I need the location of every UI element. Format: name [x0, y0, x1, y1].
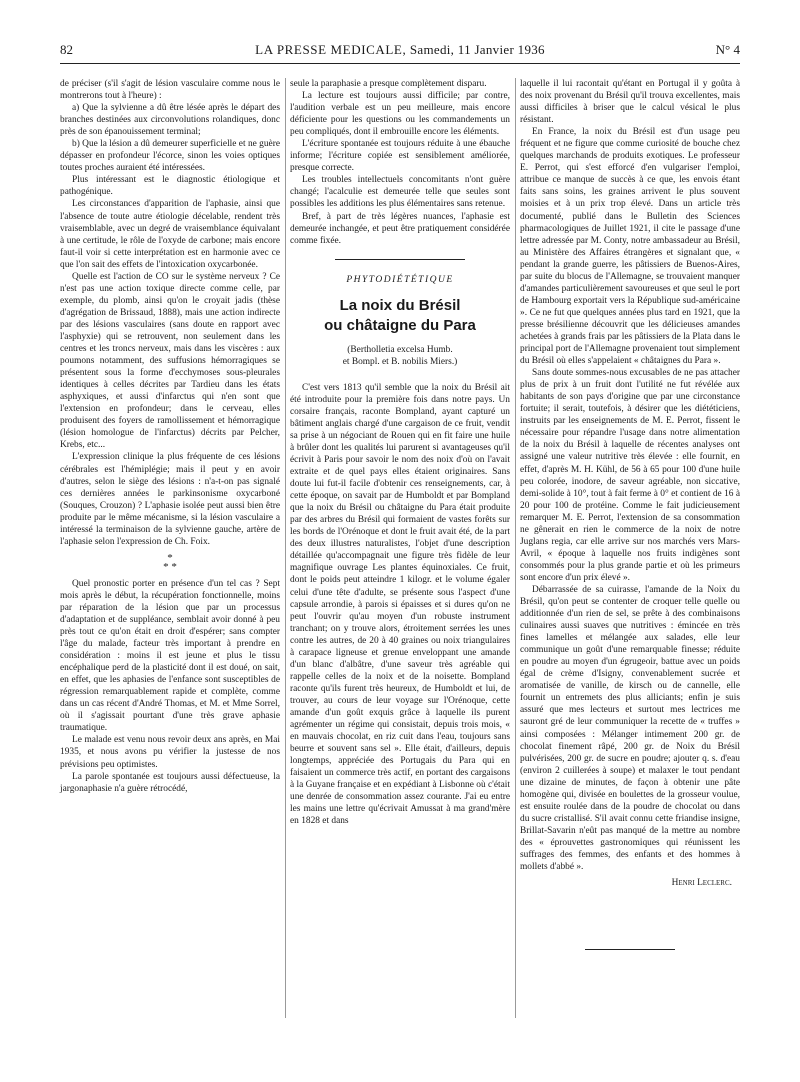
paragraph: seule la paraphasie a presque complètement disparu. — [290, 79, 487, 89]
paragraph: C'est vers 1813 qu'il semble que la noix du Brésil ait été introduite pour la première fois dans notre pays. Un corsaire français, raconte Bompland, ayant capturé un bâtiment anglais chargé d'une cargaison de ce fruit, vendit sa prise à un négociant de Rouen qui en fit faire une huile à brûler dont les qualités lui parurent si avantageuses qu'il écrivit à Paris pour savoir le nom des noix d'où on l'avait extraite et de quel pays elles étaient originaires. Sans doute lui fut-il facile d'obtenir ces renseignements, car, à cette époque, on savait par de Humboldt et par Bompland que la noix du Brésil ou châtaigne du Para était produite par des arbres du Brésil qui formaient de vastes forêts sur les bords de l'Orénoque et dont le fruit avait été, de la part des deux illustres naturalistes, l'objet d'une description détaillée qu'accompagnait une figure très fidèle de leur magnifique ouvrage Les plantes équinoxiales. Ce fruit, dont le poids peut atteindre 1 kilogr. et le volume égaler celui d'une tête d'adulte, se présente sous l'aspect d'une capsule arrondie, à parois si épaisses et si dures qu'on ne peut l'ouvrir qu'au moyen d'un robuste instrument tranchant; on y trouve alors, étroitement serrées les unes contre les autres, de 20 à 40 graines ou noix triangulaires à carapace ligneuse et grenue enveloppant une amande d'un blanc d'albâtre, d'une saveur très agréable qui rappelle celles de la noix et de la noisette. Bompland raconte qu'ils furent très heureux, de Humboldt et lui, de trouver, au cours de leur voyage sur l'Orénoque, cette amande d'un goût exquis grâce à laquelle ils purent agrémenter un régime qui consistait, depuis trois mois, « en mauvais chocolat, en riz cuit dans l'eau, toujours sans beurre et souvent sans sel ». Elle était, d'ailleurs, depuis longtemps, appréciée des Portugais du Para qui en faisaient un commerce très actif, en portant des cargaisons à la Guyane française et en expédiant à Lisbonne où c'était une denrée de consommation assez courante. J'ai eu entre les mains une lettre qu'écrivait Amussat à ma grand'mère en 1828 et dans — [290, 382, 510, 827]
paragraph: de préciser (s'il s'agit de lésion vasculaire comme nous le montrerons tout à l'heure) : — [60, 79, 280, 102]
paragraph: Plus intéressant est le diagnostic étiologique et pathogénique. — [60, 175, 280, 198]
paragraph: Le malade est venu nous revoir deux ans après, en Mai 1935, et nous avons pu vérifier la justesse de nos prévisions peu optimistes. — [60, 735, 280, 770]
article-subtitle — [290, 344, 510, 368]
paragraph: Débarrassée de sa cuirasse, l'amande de la Noix du Brésil, qu'on peut se contenter de croquer telle quelle ou additionnée d'un rien de sel, se prête à des combinaisons culinaires aussi suaves que nutritives : émincée en très fines lamelles et mélangée aux salades, elle leur communique un goût d'une remarquable finesse; réduite en poudre au moyen d'un égrugeoir, battue avec un poids égal de crème d'Isigny, convenablement sucrée et aromatisée de vanille, de kirsch ou de cannelle, elle fournit un entremets des plus alliciants; enfin je suis assuré que mes lecteurs et surtout mes lectrices me sauront gré de leur communiquer la recette de « truffes » ainsi composées : Mélanger intimement 200 gr. de chocolat finement râpé, 200 gr. de Noix du Brésil pulvérisées, 200 gr. de sucre en poudre; ajouter q. s. d'eau (environ 2 cuillerées à soupe) et malaxer le tout pendant une dizaine de minutes, de façon à obtenir une pâte homogène qui, divisée en boulettes de la grosseur voulue, est ensuite roulée dans de la poudre de chocolat ou dans du sucre cristallisé. S'il avait connu cette friandise insigne, Brillat-Savarin n'eût pas manqué de la mettre au nombre des « éprouvettes gastronomiques qui réunissent les suffrages des femmes, des enfants et des hommes à mollets d'abbé ». — [520, 584, 740, 873]
paragraph: b) Que la lésion a dû demeurer superficielle et ne guère dépasser en profondeur l'écorce, sinon les voies optiques toutes proches auraient été intéressées. — [60, 139, 280, 174]
article-title — [290, 296, 510, 336]
page-number: 82 — [60, 42, 73, 57]
end-rule — [585, 949, 675, 950]
paragraph: Bref, à part de très légères nuances, l'aphasie est demeurée inchangée, et peut être pratiquement considérée comme fixée. — [290, 211, 510, 246]
journal-title: LA PRESSE MEDICALE, — [255, 42, 407, 57]
paragraph: Les circonstances d'apparition de l'aphasie, ainsi que l'absence de toute autre étiologie décelable, rendent très vraisemblable, avec un degré de vraisemblance équivalant à une certitude, le rôle de l'oxyde de carbone; mais encore faut-il voir si cette interprétation est en harmonie avec ce que l'on sait des effets de l'intoxication oxycarbonée. — [60, 199, 280, 270]
paragraph: Sans doute sommes-nous excusables de ne pas attacher plus de prix à un fruit dont l'utilité ne fut révélée aux habitants de son pays d'origine que par une circonstance fortuite; il serait, toutefois, à désirer que les diététiciens, instruits par les enseignements de M. E. Perrot, fissent le nécessaire pour répandre l'usage dans notre alimentation de la noix du Brésil à laquelle de récentes analyses ont assigné une valeur nutritive très élevée : elle fournit, en effet, d'après M. H. Kühl, de 56 à 65 pour 100 d'une huile peu colorée, inodore, de saveur agréable, non siccative, demi-solide à 10°, tout à fait ferme à 0° et contient de 16 à 20 pour 100 de protéine. Comme le fait judicieusement remarquer M. E. Perrot, l'extension de sa consommation ne gênerait en rien le commerce de la noix de notre Juglans regia, car elle arrive sur nos marchés vers Mars-Avril, « époque à laquelle nos fruits indigènes sont consommés pour la plus grande partie et où les primeurs sont encore d'un prix élevé ». — [520, 368, 740, 583]
paragraph: La parole spontanée est toujours aussi défectueuse, la jargonaphasie n'a guère rétrocédé, — [60, 771, 280, 794]
running-head — [60, 42, 740, 58]
article-title-line: ou châtaigne du Para — [324, 316, 476, 334]
column-divider — [285, 78, 286, 1018]
article-subtitle-line: (Bertholletia excelsa Humb. — [347, 344, 453, 355]
article-title-line: La noix du Brésil — [339, 296, 461, 314]
paragraph: laquelle il lui racontait qu'étant en Portugal il y goûta à des noix provenant du Brésil qu'il trouva excellentes, mais aussi difficiles à briser que le calcul vésical le plus résistant. — [520, 79, 740, 126]
paragraph: En France, la noix du Brésil est d'un usage peu fréquent et ne figure que comme curiosité de bouche chez quelques marchands de produits exotiques. Le professeur E. Perrot, qui s'est efforcé d'en vulgariser l'emploi, attribue ce manque de succès à ce que, les envois étant faits sans soins, les graines arrivent le plus souvent moisies et à un prix trop élevé. Dans un article très documenté, publié dans le Bulletin des Sciences pharmacologiques de Juillet 1921, il cite le passage d'une lettre adressée par M. Conty, notre ambassadeur au Brésil, au Ministère des Affaires étrangères et signalant que, « pendant la grande guerre, les pâtissiers de Buenos-Aires, par suite du blocus de l'Allemagne, se trouvaient manquer d'amandes particulièrement savoureuses et que seul le port de Hambourg exportait vers la République sud-américaine ». Ce ne fut que quelques années plus tard en 1921, que la presse brésilienne découvrit que les délicieuses amandes achetées à grands frais par les pâtissiers de la Plata dans le principal port de l'Allemagne provenaient tout simplement du Brésil où elles s'appelaient « châtaignes du Para ». — [520, 127, 740, 367]
separator-stars: * * — [163, 560, 177, 573]
paragraph: La lecture est toujours aussi difficile; par contre, l'audition verbale est un peu meilleure, mais encore déficiente pour les questions ou les commandements un peu compliqués, dont il embrouille encore les éléments. — [290, 91, 510, 138]
paragraph: L'écriture spontanée est toujours réduite à une ébauche informe; l'écriture copiée est sensiblement améliorée, presque correcte. — [290, 139, 510, 174]
section-separator — [60, 551, 280, 573]
column-3 — [520, 78, 740, 1046]
page-header — [60, 42, 740, 64]
article-separator-rule — [335, 259, 465, 260]
column-divider — [515, 78, 516, 1018]
header-rule — [60, 63, 740, 64]
section-rubric: PHYTODIÉTÉTIQUE — [346, 274, 454, 285]
paragraph: Quelle est l'action de CO sur le système nerveux ? Ce n'est pas une action toxique directe comme celle, par exemple, du plomb, ainsi qu'on le croyait jadis (thèse d'agrégation de Brissaud, 1888), mais une action indirecte par des lésions vasculaires (sans doute en rapport avec l'asphyxie) qui se retrouvent, non seulement dans les centres et les troncs nerveux, mais dans les viscères : aux poumons notamment, des suffusions hémorragiques se présentent sous la forme d'ecchymoses sous-pleurales identiques à celles décrites par Tardieu dans les états asphyxiques, et aussi d'infarctus qui n'en sont que l'extension en profondeur; dans le cerveau, elles produisent des foyers de ramollissement et hémorragique (lésion homologue de l'infarctus) décrits par Pelcher, Krebs, etc... — [60, 271, 280, 451]
issue-number: N° 4 — [715, 42, 740, 57]
article-subtitle-line: et Bompl. et B. nobilis Miers.) — [342, 356, 458, 367]
column-1 — [60, 78, 280, 1046]
separator-star: * — [167, 551, 173, 564]
paragraph: Les troubles intellectuels concomitants n'ont guère changé; l'acalculie est demeurée telle que seules sont possibles les additions les plus élémentaires sans retenue. — [290, 175, 510, 210]
paragraph: Quel pronostic porter en présence d'un tel cas ? Sept mois après le début, la récupération fonctionnelle, moins par réparation de la lésion que par un processus d'adaptation et de suppléance, semblait avoir donné à peu près tout ce qu'on était en droit d'espérer; sans compter l'âge du malade, facteur très important à prendre en considération : moins il est jeune et plus le tissu encéphalique perd de la plasticité dont il est doué, on sait, en effet, que les aphasies de l'enfance sont susceptibles de régression remarquablement rapide et complète, comme dans un cas récent d'André Thomas, et M. et Mme Sorrel, où il s'agissait pourtant d'une très grave aphasie traumatique. — [60, 578, 280, 734]
issue-date: Samedi, 11 Janvier 1936 — [409, 42, 545, 57]
column-2 — [290, 78, 510, 1046]
paragraph: L'expression clinique la plus fréquente de ces lésions cérébrales est l'hémiplégie; mais il peut y en avoir d'autres, selon le siège des lésions : n'a-t-on pas signalé ces dernières années le parkinsonisme oxycarboné (Souques, Crouzon) ? L'aphasie isolée peut aussi bien être produite par le même mécanisme, si la lésion vasculaire a intéressé la terminaison de la sylvienne gauche, artère de l'aphasie selon l'expression de Ch. Foix. — [60, 452, 280, 547]
author-signature: Henri Leclerc. — [671, 878, 732, 889]
paragraph: a) Que la sylvienne a dû être lésée après le départ des branches destinées aux circonvolutions rolandiques, donc près de son épanouissement terminal; — [60, 103, 280, 138]
